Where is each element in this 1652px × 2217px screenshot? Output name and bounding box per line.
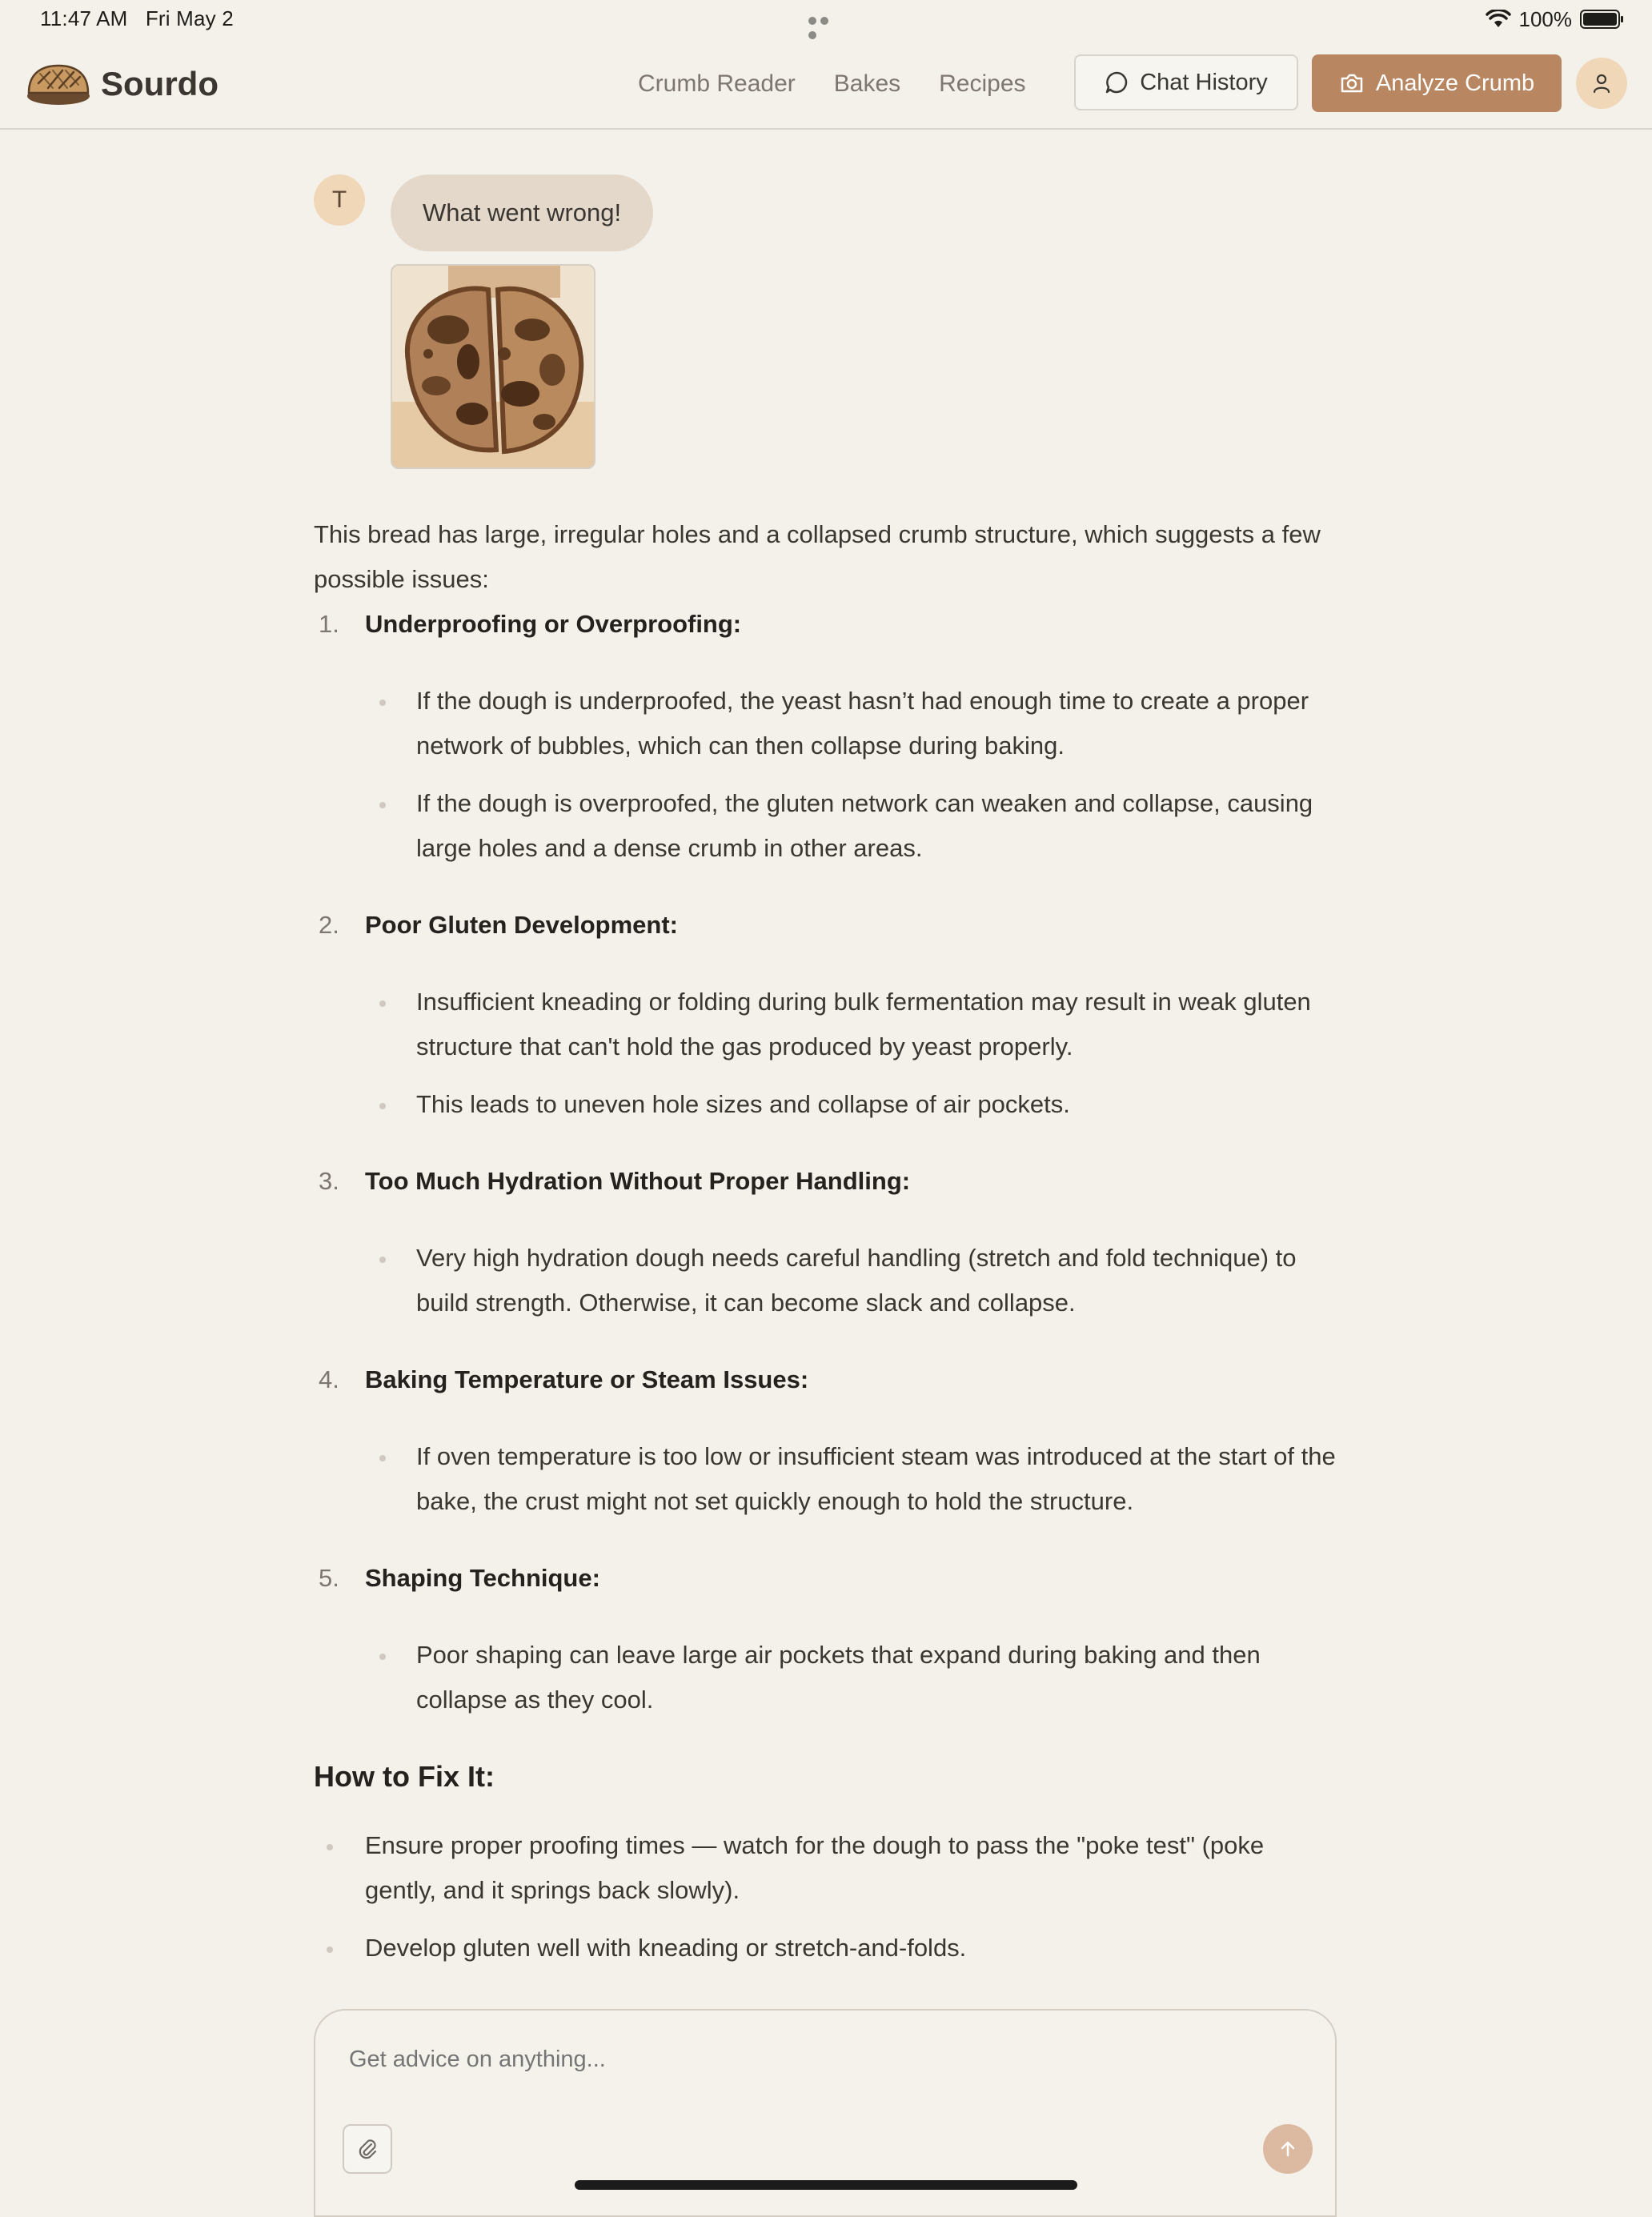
issue-number: 1. (319, 610, 339, 638)
issue-point: Very high hydration dough needs careful handling (stretch and fold technique) to build strength. Otherwise, it can become slack and collapse. (365, 1236, 1338, 1325)
issue-point: Poor shaping can leave large air pockets that expand during baking and then collapse as they cool. (365, 1633, 1338, 1722)
app-name: Sourdo (101, 65, 219, 102)
status-right (1486, 6, 1621, 32)
issue-title: Baking Temperature or Steam Issues: (365, 1365, 809, 1393)
status-time-text: 11:47 AM (40, 6, 128, 30)
chat-history-button[interactable] (1074, 54, 1298, 110)
issue-number: 2. (319, 911, 339, 939)
nav-recipes[interactable]: Recipes (939, 70, 1026, 97)
issue-point: If oven temperature is too low or insufficient steam was introduced at the start of the bake, the crust might not set quickly enough to hold the structure. (365, 1434, 1338, 1524)
home-indicator[interactable] (575, 2180, 1077, 2190)
fix-item: Ensure proper proofing times — watch for the dough to pass the "poke test" (poke gently, and it springs back slowly). (314, 1823, 1338, 1913)
profile-button[interactable] (1576, 58, 1627, 109)
status-date-text: Fri May 2 (145, 6, 234, 30)
chat-bubble-icon (1105, 70, 1129, 94)
user-message-text: What went wrong! (423, 198, 622, 227)
issue-point: Insufficient kneading or folding during bulk fermentation may result in weak gluten structure that can't hold the gas produced by yeast properly. (365, 980, 1338, 1069)
bread-loaf-icon (26, 61, 91, 107)
battery-icon (1580, 10, 1620, 29)
user-initial: T (331, 186, 347, 213)
nav-bakes[interactable]: Bakes (833, 70, 901, 97)
message-input[interactable] (347, 2046, 1295, 2074)
issue-point: This leads to uneven hole sizes and collapse of air pockets. (365, 1082, 1338, 1127)
issue-title: Poor Gluten Development: (365, 911, 678, 939)
fix-heading: How to Fix It: (314, 1760, 495, 1793)
issue-item (314, 1357, 1338, 1524)
issue-title: Underproofing or Overproofing: (365, 610, 742, 638)
assistant-answer (314, 512, 1338, 1983)
main-nav (638, 70, 1026, 98)
issue-number: 3. (319, 1167, 339, 1195)
issue-point: If the dough is underproofed, the yeast hasn’t had enough time to create a proper network of bubbles, which can then collapse during baking. (365, 679, 1338, 768)
issue-point: If the dough is overproofed, the gluten network can weaken and collapse, causing large holes and a dense crumb in other areas. (365, 781, 1338, 871)
app-header (0, 48, 1652, 130)
analyze-crumb-button[interactable] (1312, 54, 1562, 112)
issue-item (314, 1159, 1338, 1325)
user-message-bubble (391, 174, 653, 251)
chat-history-label: Chat History (1140, 69, 1268, 95)
send-button[interactable] (1263, 2124, 1313, 2174)
battery-percent: 100% (1518, 6, 1572, 31)
status-time (40, 6, 234, 31)
uploaded-bread-photo[interactable] (391, 264, 595, 469)
issue-title: Shaping Technique: (365, 1564, 600, 1592)
issue-number: 4. (319, 1365, 339, 1393)
issue-item (314, 602, 1338, 871)
logo[interactable] (26, 61, 219, 107)
user-avatar (314, 174, 365, 226)
wifi-icon (1486, 10, 1511, 29)
multitasking-dots[interactable] (808, 14, 844, 24)
paperclip-icon (355, 2137, 379, 2161)
bread-crumb-photo (392, 266, 594, 467)
analyze-crumb-label: Analyze Crumb (1375, 70, 1535, 96)
camera-icon (1339, 72, 1365, 94)
issue-item (314, 1556, 1338, 1722)
answer-intro: This bread has large, irregular holes and a collapsed crumb structure, which suggests a few possible issues: (314, 520, 1321, 593)
nav-crumb-reader[interactable]: Crumb Reader (638, 70, 796, 97)
arrow-up-icon (1277, 2139, 1298, 2159)
issue-item (314, 903, 1338, 1127)
issue-title: Too Much Hydration Without Proper Handling: (365, 1167, 911, 1195)
issue-number: 5. (319, 1564, 339, 1592)
status-bar (0, 0, 1652, 38)
fix-item: Develop gluten well with kneading or stretch-and-folds. (314, 1926, 1338, 1970)
person-icon (1590, 72, 1613, 94)
attach-button[interactable] (343, 2124, 392, 2174)
